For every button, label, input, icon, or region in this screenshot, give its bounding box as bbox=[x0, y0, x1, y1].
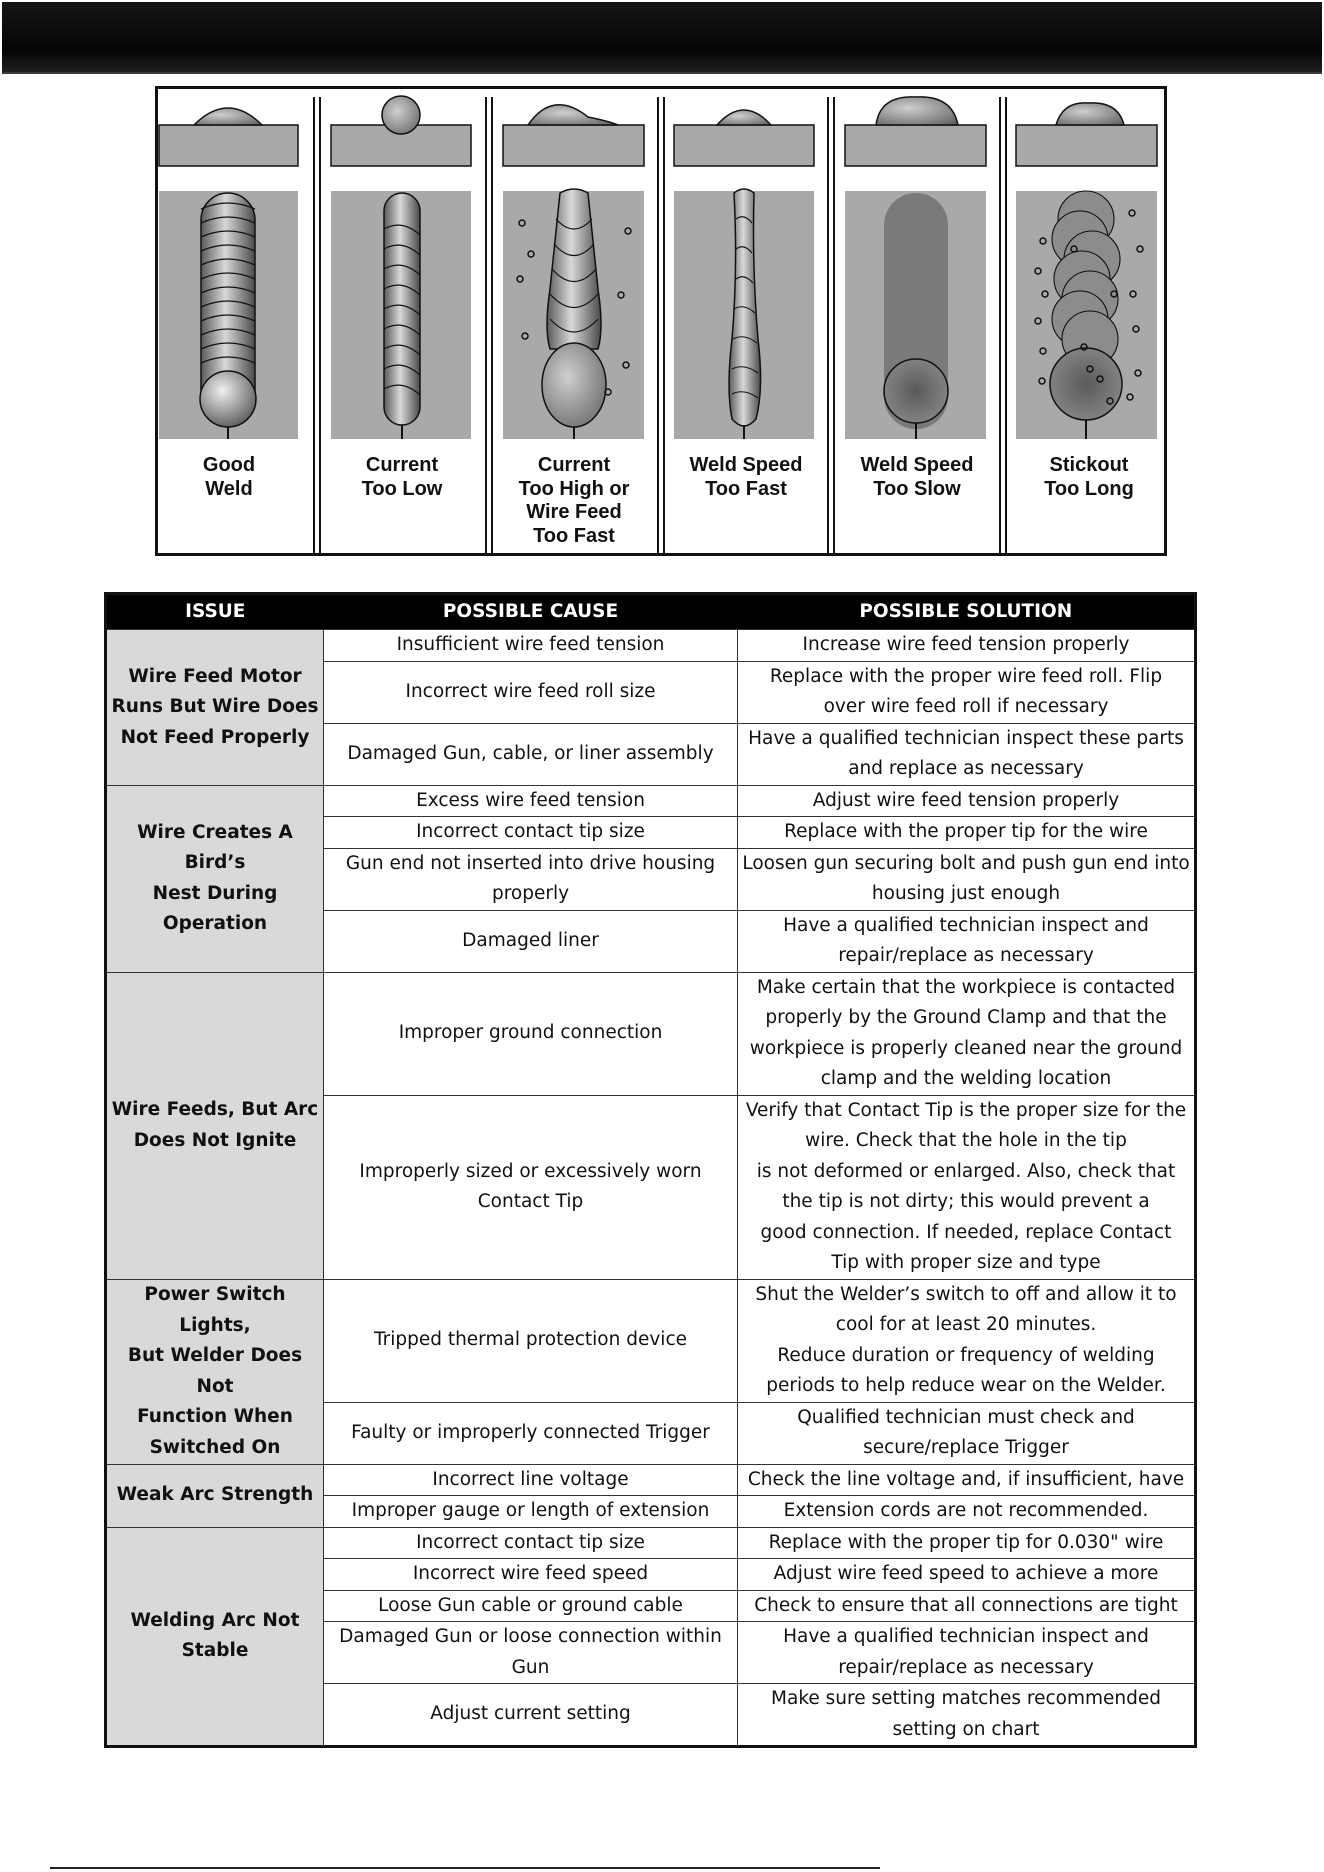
cause-cell: Improper ground connection bbox=[324, 972, 738, 1095]
issue-cell: Weak Arc Strength bbox=[106, 1464, 324, 1527]
current-too-low-icon bbox=[331, 96, 471, 439]
solution-cell: Adjust wire feed speed to achieve a more bbox=[738, 1559, 1196, 1591]
panel-label-current-too-low: Current Too Low bbox=[361, 454, 443, 500]
solution-cell: Qualified technician must check and secure/replace Trigger bbox=[738, 1402, 1196, 1464]
panel-label-weld-speed-too-slow: Weld Speed Too Slow bbox=[860, 454, 974, 500]
panel-label-stickout-too-long: Stickout Too Long bbox=[1044, 454, 1134, 500]
cause-cell: Incorrect wire feed roll size bbox=[324, 661, 738, 723]
solution-cell: Have a qualified technician inspect and repair/replace as necessary bbox=[738, 1622, 1196, 1684]
weld-speed-too-slow-icon bbox=[845, 97, 986, 439]
solution-cell: Have a qualified technician inspect and repair/replace as necessary bbox=[738, 910, 1196, 972]
solution-cell: Have a qualified technician inspect these parts and replace as necessary bbox=[738, 723, 1196, 785]
solution-cell: Replace with the proper tip for the wire bbox=[738, 817, 1196, 849]
cause-cell: Incorrect contact tip size bbox=[324, 1527, 738, 1559]
cause-cell: Insufficient wire feed tension bbox=[324, 630, 738, 662]
weld-bead-diagram bbox=[155, 86, 1167, 556]
table-header-row bbox=[106, 594, 1196, 630]
solution-cell: Make certain that the workpiece is contacted properly by the Ground Clamp and that the workpiece is properly cleaned near the ground clamp and the welding location bbox=[738, 972, 1196, 1095]
table-row bbox=[106, 785, 1196, 817]
cause-cell: Improper gauge or length of extension bbox=[324, 1496, 738, 1528]
cause-cell: Gun end not inserted into drive housing properly bbox=[324, 848, 738, 910]
table-row bbox=[106, 1464, 1196, 1496]
cause-cell: Tripped thermal protection device bbox=[324, 1279, 738, 1402]
cause-cell: Damaged liner bbox=[324, 910, 738, 972]
solution-cell: Check the line voltage and, if insufficient, have bbox=[738, 1464, 1196, 1496]
panel-label-current-too-high: Current Too High or Wire Feed Too Fast bbox=[518, 454, 630, 547]
solution-cell: Replace with the proper tip for 0.030" wire bbox=[738, 1527, 1196, 1559]
solution-cell: Make sure setting matches recommended setting on chart bbox=[738, 1684, 1196, 1747]
cause-cell: Damaged Gun, cable, or liner assembly bbox=[324, 723, 738, 785]
cause-cell: Damaged Gun or loose connection within Gun bbox=[324, 1622, 738, 1684]
stickout-too-long-icon bbox=[1016, 103, 1157, 439]
solution-cell: Check to ensure that all connections are tight bbox=[738, 1590, 1196, 1622]
issue-cell: Wire Creates A Bird’s Nest During Operation bbox=[106, 785, 324, 972]
panel-label-weld-speed-too-fast: Weld Speed Too Fast bbox=[689, 454, 803, 500]
issue-cell: Welding Arc Not Stable bbox=[106, 1527, 324, 1747]
cause-cell: Improperly sized or excessively worn Contact Tip bbox=[324, 1095, 738, 1279]
solution-cell: Shut the Welder’s switch to off and allow it to cool for at least 20 minutes. Reduce duration or frequency of welding periods to help reduce wear on the Welder. bbox=[738, 1279, 1196, 1402]
cause-cell: Incorrect wire feed speed bbox=[324, 1559, 738, 1591]
table-row bbox=[106, 1279, 1196, 1402]
issue-cell: Wire Feed Motor Runs But Wire Does Not Feed Properly bbox=[106, 630, 324, 786]
header-possible-cause: POSSIBLE CAUSE bbox=[324, 594, 738, 630]
cause-cell: Faulty or improperly connected Trigger bbox=[324, 1402, 738, 1464]
cause-cell: Adjust current setting bbox=[324, 1684, 738, 1747]
solution-cell: Replace with the proper wire feed roll. Flip over wire feed roll if necessary bbox=[738, 661, 1196, 723]
panel-label-good-weld: Good Weld bbox=[202, 454, 256, 500]
good-weld-icon bbox=[159, 108, 298, 439]
troubleshooting-table bbox=[104, 592, 1197, 1748]
table-row bbox=[106, 630, 1196, 662]
cause-cell: Incorrect contact tip size bbox=[324, 817, 738, 849]
header-issue: ISSUE bbox=[106, 594, 324, 630]
table-row bbox=[106, 1527, 1196, 1559]
issue-cell: Power Switch Lights, But Welder Does Not Function When Switched On bbox=[106, 1279, 324, 1464]
header-bar bbox=[2, 2, 1322, 74]
solution-cell: Increase wire feed tension properly bbox=[738, 630, 1196, 662]
issue-cell: Wire Feeds, But Arc Does Not Ignite bbox=[106, 972, 324, 1279]
cause-cell: Incorrect line voltage bbox=[324, 1464, 738, 1496]
cause-cell: Excess wire feed tension bbox=[324, 785, 738, 817]
solution-cell: Extension cords are not recommended. bbox=[738, 1496, 1196, 1528]
footer-rule bbox=[50, 1867, 880, 1869]
header-possible-solution: POSSIBLE SOLUTION bbox=[738, 594, 1196, 630]
solution-cell: Adjust wire feed tension properly bbox=[738, 785, 1196, 817]
cause-cell: Loose Gun cable or ground cable bbox=[324, 1590, 738, 1622]
solution-cell: Loosen gun securing bolt and push gun end into housing just enough bbox=[738, 848, 1196, 910]
weld-speed-too-fast-icon bbox=[674, 110, 814, 439]
table-row bbox=[106, 972, 1196, 1095]
current-too-high-icon bbox=[503, 105, 644, 439]
solution-cell: Verify that Contact Tip is the proper size for the wire. Check that the hole in the tip is not deformed or enlarged. Also, check that the tip is not dirty; this would prevent a good connection. If needed, replace Contact Tip with proper size and type bbox=[738, 1095, 1196, 1279]
